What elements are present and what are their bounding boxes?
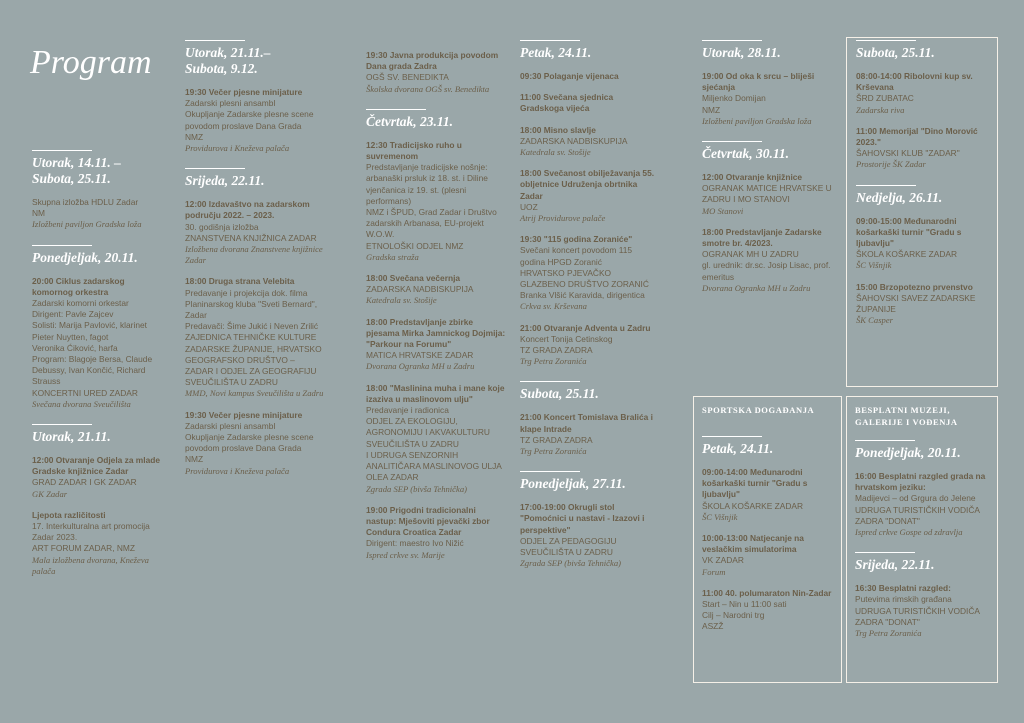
event-venue: Dvorana Ogranka MH u Zadru bbox=[702, 282, 811, 293]
event-venue: ŠK Casper bbox=[856, 315, 894, 326]
event-detail: ŠKOLA KOŠARKE ZADAR bbox=[856, 249, 957, 260]
event-detail: ŠAHOVSKI SAVEZ ZADARSKE ŽUPANIJE bbox=[856, 292, 976, 315]
event-heading: 17:00-19:00 Okrugli stol "Pomoćnici u nastavi - Izazovi i perspektive" bbox=[520, 502, 645, 535]
column-3 bbox=[366, 40, 506, 561]
event-detail: HRVATSKO PJEVAČKO GLAZBENO DRUŠTVO ZORANIĆ bbox=[520, 267, 649, 290]
event-heading: 19:00 Prigodni tradicionalni nastup: Mješoviti pjevački zbor Condura Croatica Zadar bbox=[366, 504, 490, 538]
event-detail: MATICA HRVATSKE ZADAR bbox=[366, 350, 474, 361]
day-heading: Utorak, 28.11. bbox=[702, 45, 781, 60]
event-item bbox=[185, 410, 325, 477]
event-item bbox=[856, 126, 992, 171]
event-heading: 09:30 Polaganje vijenaca bbox=[520, 71, 619, 81]
event-detail: Madijevci – od Grgura do Jelene bbox=[855, 493, 976, 504]
day-section bbox=[32, 245, 164, 410]
event-detail: UOZ bbox=[520, 201, 538, 212]
event-detail: Zadarski komorni orkestar bbox=[32, 298, 129, 309]
day-section bbox=[855, 440, 991, 538]
event-item bbox=[366, 317, 506, 373]
event-item bbox=[855, 471, 991, 538]
event-item bbox=[702, 227, 842, 294]
day-heading: Petak, 24.11. bbox=[520, 45, 592, 60]
divider-rule bbox=[185, 168, 245, 169]
event-detail: Okupljanje Zadarske plesne scene povodom proslave Dana Grada bbox=[185, 109, 314, 131]
event-detail: KONCERTNI URED ZADAR bbox=[32, 387, 138, 398]
event-detail: OGŠ SV. BENEDIKTA bbox=[366, 72, 449, 83]
event-venue: ŠC Višnjik bbox=[702, 511, 738, 522]
event-heading: 16:30 Besplatni razgled: bbox=[855, 583, 951, 594]
day-heading: Četvrtak, 30.11. bbox=[702, 146, 789, 162]
event-item bbox=[520, 125, 658, 159]
day-heading: Subota, 25.11. bbox=[856, 45, 935, 60]
event-venue: Zgrada SEP (bivša Tehnička) bbox=[520, 558, 621, 569]
event-heading: 21:00 Otvaranje Adventa u Zadru bbox=[520, 322, 651, 333]
event-item bbox=[366, 505, 506, 561]
event-detail: Solisti: Marija Pavlović, klarinet bbox=[32, 320, 147, 331]
event-detail: Program: Blagoje Bersa, Claude Debussy, Ivan Končić, Richard Strauss bbox=[32, 354, 153, 387]
day-section bbox=[520, 471, 658, 569]
day-heading: Subota, 9.12. bbox=[185, 61, 258, 76]
event-venue: Zgrada SEP (bivša Tehnička) bbox=[366, 483, 467, 494]
event-venue: Providurova i Kneževa palača bbox=[185, 465, 290, 476]
event-item bbox=[520, 71, 658, 82]
event-detail: Veronika Ćiković, harfa bbox=[32, 342, 118, 353]
event-item bbox=[856, 71, 992, 116]
event-venue: Katedrala sv. Stošije bbox=[520, 147, 591, 158]
divider-rule bbox=[32, 424, 92, 425]
event-heading: 18:00 Predstavljanje zbirke pjesama Mirka Jamnickog Dojmija: "Parkour na Forumu" bbox=[366, 316, 506, 350]
event-venue: Izložbeni paviljon Gradska loža bbox=[32, 219, 142, 230]
event-detail: 17. Interkulturalna art promocija Zadar 2023. bbox=[32, 521, 150, 543]
event-detail: gl. urednik: dr.sc. Josip Lisac, prof. emeritus bbox=[702, 260, 831, 282]
event-detail: Miljenko Domijan bbox=[702, 93, 766, 104]
day-section bbox=[366, 50, 506, 95]
event-venue: MO Stanovi bbox=[702, 205, 744, 216]
divider-rule bbox=[520, 381, 580, 382]
divider-rule bbox=[366, 109, 426, 110]
event-detail: ODJEL ZA EKOLOGIJU, AGRONOMIJU I AKVAKULTURU SVEUČILIŠTA U ZADRU bbox=[366, 416, 490, 449]
event-detail: Okupljanje Zadarske plesne scene povodom proslave Dana Grada bbox=[185, 432, 314, 454]
event-detail: I UDRUGA SENZORNIH ANALITIČARA MASLINOVOG ULJA OLEA ZADAR bbox=[366, 449, 502, 483]
event-heading: 19:30 Večer pjesne minijature bbox=[185, 409, 303, 420]
event-heading: 19:30 Javna produkcija povodom Dana grada Zadra bbox=[366, 50, 499, 72]
event-detail: 30. godišnja izložba bbox=[185, 221, 259, 232]
day-heading: Ponedjeljak, 20.11. bbox=[855, 445, 961, 460]
divider-rule bbox=[856, 40, 916, 41]
day-section bbox=[856, 40, 992, 171]
event-detail: GRAD ZADAR I GK ZADAR bbox=[32, 477, 137, 488]
event-detail: Dirigent: Pavle Zajcev bbox=[32, 309, 114, 320]
event-venue: Atrij Providurove palače bbox=[520, 213, 606, 224]
event-detail: Start – Nin u 11:00 sati bbox=[702, 599, 787, 610]
day-heading: Petak, 24.11. bbox=[702, 441, 774, 456]
column-1 bbox=[32, 150, 164, 577]
event-item bbox=[366, 50, 506, 95]
event-detail: ZADARSKA NADBISKUPIJA bbox=[366, 284, 474, 295]
event-detail: ŠRD ZUBATAC bbox=[856, 93, 914, 104]
event-venue: Svečana dvorana Sveučilišta bbox=[32, 398, 131, 409]
event-detail: OGRANAK MH U ZADRU bbox=[702, 249, 799, 260]
event-heading: 19:00 Od oka k srcu – bliješi sjećanja bbox=[702, 71, 815, 93]
day-section bbox=[702, 141, 842, 294]
event-heading: 20:00 Ciklus zadarskog komornog orkestra bbox=[32, 275, 125, 297]
event-venue: Ispred crkve Gospe od zdravlja bbox=[855, 527, 963, 538]
event-heading: 15:00 Brzopotezno prvenstvo bbox=[856, 281, 973, 292]
event-venue: Trg Petra Zoranića bbox=[855, 628, 922, 639]
day-section bbox=[32, 424, 164, 577]
event-heading: 12:00 Izdavaštvo na zadarskom području 2022. – 2023. bbox=[185, 199, 310, 221]
event-heading: 18:00 "Maslinina muha i mane koje izaziva u maslinovom ulju" bbox=[366, 382, 505, 404]
event-venue: Providurova i Kneževa palača bbox=[185, 143, 290, 154]
event-venue: GK Zadar bbox=[32, 488, 68, 499]
day-heading: Ponedjeljak, 20.11. bbox=[32, 249, 138, 265]
event-detail: ŠKOLA KOŠARKE ZADAR bbox=[702, 500, 803, 511]
event-venue: Trg Petra Zoranića bbox=[520, 446, 587, 457]
event-item bbox=[520, 234, 658, 312]
event-heading: 18:00 Svečanost obilježavanja 55. obljetnice Udruženja obrtnika Zadar bbox=[520, 168, 655, 201]
event-detail: Zadarski plesni ansambl bbox=[185, 98, 276, 109]
event-detail: Putevima rimskih građana bbox=[855, 594, 952, 605]
museum-title: BESPLATNI MUZEJI, GALERIJE I VOĐENJA bbox=[855, 405, 958, 427]
event-detail: NMZ i ŠPUD, Grad Zadar i Društvo zadarskih Arbanasa, EU-projekt W.O.W. bbox=[366, 207, 497, 240]
event-item bbox=[702, 71, 842, 127]
event-detail: Skupna izložba HDLU Zadar bbox=[32, 197, 139, 207]
event-venue: Trg Petra Zoranića bbox=[520, 356, 587, 367]
column-2 bbox=[185, 40, 325, 477]
event-item bbox=[32, 197, 164, 231]
event-item bbox=[702, 467, 834, 523]
event-detail: ETNOLOŠKI ODJEL NMZ bbox=[366, 240, 464, 251]
event-heading: 10:00-13:00 Natjecanje na veslačkim simulatorima bbox=[702, 533, 804, 555]
event-heading: 12:30 Tradicijsko ruho u suvremenom bbox=[366, 139, 462, 162]
event-venue: Izložbena dvorana Znanstvene knjižnice Zadar bbox=[185, 244, 323, 266]
event-item bbox=[520, 92, 658, 114]
event-heading: 19:30 Večer pjesne minijature bbox=[185, 87, 303, 97]
event-item bbox=[366, 383, 506, 495]
day-section bbox=[702, 436, 834, 633]
divider-rule bbox=[32, 245, 92, 246]
column-4 bbox=[520, 40, 658, 570]
event-venue: Mala izložbena dvorana, Kneževa palača bbox=[32, 554, 149, 576]
day-heading: Četvrtak, 23.11. bbox=[366, 113, 453, 129]
day-heading: Utorak, 21.11. bbox=[32, 429, 111, 445]
event-heading: 08:00-14:00 Ribolovni kup sv. Krševana bbox=[856, 71, 973, 93]
event-detail: ŠAHOVSKI KLUB "ZADAR" bbox=[856, 148, 960, 159]
day-heading: Subota, 25.11. bbox=[32, 171, 111, 186]
day-section bbox=[855, 552, 991, 639]
divider-rule bbox=[32, 150, 92, 151]
event-detail: Predavanje i projekcija dok. filma Planinarskog kluba "Sveti Bernard", Zadar bbox=[185, 287, 318, 321]
event-detail: Cilj – Narodni trg bbox=[702, 610, 765, 621]
event-heading: 18:00 Misno slavlje bbox=[520, 124, 596, 135]
sport-section bbox=[702, 404, 834, 633]
divider-rule bbox=[520, 40, 580, 41]
event-detail: VK ZADAR bbox=[702, 555, 744, 566]
museum-section bbox=[855, 404, 991, 639]
day-heading: Utorak, 14.11. – bbox=[32, 155, 121, 170]
event-heading: Ljepota različitosti bbox=[32, 509, 106, 520]
event-detail: NMZ bbox=[185, 131, 204, 142]
event-item bbox=[702, 588, 834, 633]
event-detail: Predavanje i radionica bbox=[366, 405, 449, 416]
event-item bbox=[32, 510, 164, 577]
event-detail: Zadarski plesni ansambl bbox=[185, 420, 276, 431]
event-heading: 18:00 Druga strana Velebita bbox=[185, 276, 295, 287]
column-6 bbox=[856, 40, 992, 326]
event-detail: Branka Vlšić Karavida, dirigentica bbox=[520, 290, 645, 301]
day-heading: Utorak, 21.11.– bbox=[185, 45, 271, 60]
event-heading: 11:00 Memorijal "Dino Morović 2023." bbox=[856, 125, 978, 148]
divider-rule bbox=[702, 436, 762, 437]
event-venue: Katedrala sv. Stošije bbox=[366, 295, 437, 306]
event-heading: 12:00 Otvaranje Odjela za mlade Gradske knjižnice Zadar bbox=[32, 455, 161, 477]
event-heading: 18:00 Svečana večernja bbox=[366, 273, 461, 284]
event-item bbox=[855, 583, 991, 639]
day-heading: Nedjelja, 26.11. bbox=[856, 189, 943, 205]
event-detail: TZ GRADA ZADRA bbox=[520, 434, 593, 445]
event-heading: 21:00 Koncert Tomislava Bralića i klape Intrade bbox=[520, 412, 653, 434]
day-section bbox=[520, 381, 658, 457]
event-venue: Zadarska riva bbox=[856, 104, 905, 115]
event-detail: Predavači: Šime Jukić i Neven Zrilić bbox=[185, 321, 319, 332]
divider-rule bbox=[855, 440, 915, 441]
divider-rule bbox=[185, 40, 245, 41]
divider-rule bbox=[855, 552, 915, 553]
event-detail: NM bbox=[32, 208, 46, 219]
event-detail: ZADARSKA NADBISKUPIJA bbox=[520, 135, 628, 146]
event-venue: Gradska straža bbox=[366, 251, 419, 262]
day-section bbox=[185, 40, 325, 154]
divider-rule bbox=[702, 141, 762, 142]
event-detail: ODJEL ZA PEDAGOGIJU SVEUČILIŠTA U ZADRU bbox=[520, 535, 617, 558]
event-detail: OGRANAK MATICE HRVATSKE U ZADRU I MO STANOVI bbox=[702, 183, 832, 205]
event-detail: ASZŽ bbox=[702, 621, 724, 632]
event-item bbox=[702, 533, 834, 578]
event-heading: 19:30 "115 godina Zoraniće" bbox=[520, 234, 633, 245]
event-item bbox=[32, 455, 164, 500]
sport-title: SPORTSKA DOGAĐANJA bbox=[702, 405, 815, 415]
event-heading: 09:00-14:00 Međunarodni košarkaški turnir "Gradu s ljubavlju" bbox=[702, 467, 808, 500]
event-item bbox=[185, 87, 325, 154]
event-heading: 11:00 Svečana sjednica Gradskoga vijeća bbox=[520, 92, 614, 114]
page-title: Program bbox=[30, 44, 152, 81]
event-heading: 09:00-15:00 Međunarodni košarkaški turnir "Gradu s ljubavlju" bbox=[856, 215, 962, 249]
day-heading: Srijeda, 22.11. bbox=[185, 173, 265, 189]
event-item bbox=[520, 323, 658, 368]
event-venue: Ispred crkve sv. Marije bbox=[366, 549, 445, 560]
day-section bbox=[32, 150, 164, 231]
event-venue: ŠC Višnjik bbox=[856, 260, 892, 271]
event-venue: Školska dvorana OGŠ sv. Benedikta bbox=[366, 83, 490, 94]
event-item bbox=[702, 172, 842, 217]
event-item bbox=[366, 140, 506, 263]
divider-rule bbox=[702, 40, 762, 41]
event-detail: Predstavljanje tradicijske nošnje: arbanaški prsluk iz 18. st. i Diline vjenčanica iz 19. st. (plesni performans) bbox=[366, 162, 488, 206]
event-detail: ZNANSTVENA KNJIŽNICA ZADAR bbox=[185, 232, 317, 243]
event-venue: Dvorana Ogranka MH u Zadru bbox=[366, 361, 475, 372]
day-heading: Srijeda, 22.11. bbox=[855, 557, 935, 573]
event-venue: Izložbeni paviljon Gradska loža bbox=[702, 115, 812, 126]
event-item bbox=[32, 276, 164, 410]
event-detail: TZ GRADA ZADRA bbox=[520, 345, 593, 356]
day-section bbox=[702, 40, 842, 127]
column-5 bbox=[702, 40, 842, 294]
event-detail: UDRUGA TURISTIČKIH VODIČA ZADRA "DONAT" bbox=[855, 605, 980, 627]
event-item bbox=[520, 412, 658, 457]
event-detail: NMZ bbox=[702, 104, 721, 115]
event-item bbox=[856, 282, 992, 327]
event-detail: UDRUGA TURISTIČKIH VODIČA ZADRA "DONAT" bbox=[855, 504, 980, 526]
divider-rule bbox=[520, 471, 580, 472]
event-item bbox=[520, 168, 658, 224]
event-item bbox=[366, 273, 506, 307]
event-heading: 18:00 Predstavljanje Zadarske smotre br. 4/2023. bbox=[702, 226, 822, 249]
day-section bbox=[366, 109, 506, 561]
event-heading: 16:00 Besplatni razgled grada na hrvatskom jeziku: bbox=[855, 471, 986, 493]
event-detail: Koncert Tonija Cetinskog bbox=[520, 333, 613, 344]
event-venue: MMD, Novi kampus Sveučilišta u Zadru bbox=[185, 388, 324, 399]
event-detail: ZAJEDNICA TEHNIČKE KULTURE ZADARSKE ŽUPANIJE, HRVATSKO GEOGRAFSKO DRUŠTVO – ZADAR I ODJEL ZA GEOGRAFIJU SVEUČILIŠTA U ZADRU bbox=[185, 332, 322, 388]
event-item bbox=[856, 216, 992, 272]
event-detail: NMZ bbox=[185, 454, 204, 465]
event-detail: Pieter Nuytten, fagot bbox=[32, 331, 109, 342]
event-detail: Dirigent: maestro Ivo Nižić bbox=[366, 538, 464, 549]
event-item bbox=[185, 199, 325, 266]
event-venue: Prostorije ŠK Zadar bbox=[856, 159, 926, 170]
day-section bbox=[856, 185, 992, 327]
day-section bbox=[185, 168, 325, 477]
divider-rule bbox=[856, 185, 916, 186]
event-heading: 11:00 40. polumaraton Nin-Zadar bbox=[702, 587, 832, 598]
event-heading: 12:00 Otvaranje knjižnice bbox=[702, 172, 803, 183]
event-detail: Svečani koncert povodom 115 godina HPGD Zoranić bbox=[520, 245, 633, 267]
day-section bbox=[520, 40, 658, 367]
day-heading: Ponedjeljak, 27.11. bbox=[520, 476, 626, 492]
day-heading: Subota, 25.11. bbox=[520, 386, 599, 402]
event-venue: Forum bbox=[702, 566, 726, 577]
event-detail: ART FORUM ZADAR, NMZ bbox=[32, 543, 135, 554]
event-item bbox=[185, 276, 325, 399]
event-item bbox=[520, 502, 658, 569]
event-venue: Crkva sv. Krševana bbox=[520, 301, 587, 312]
